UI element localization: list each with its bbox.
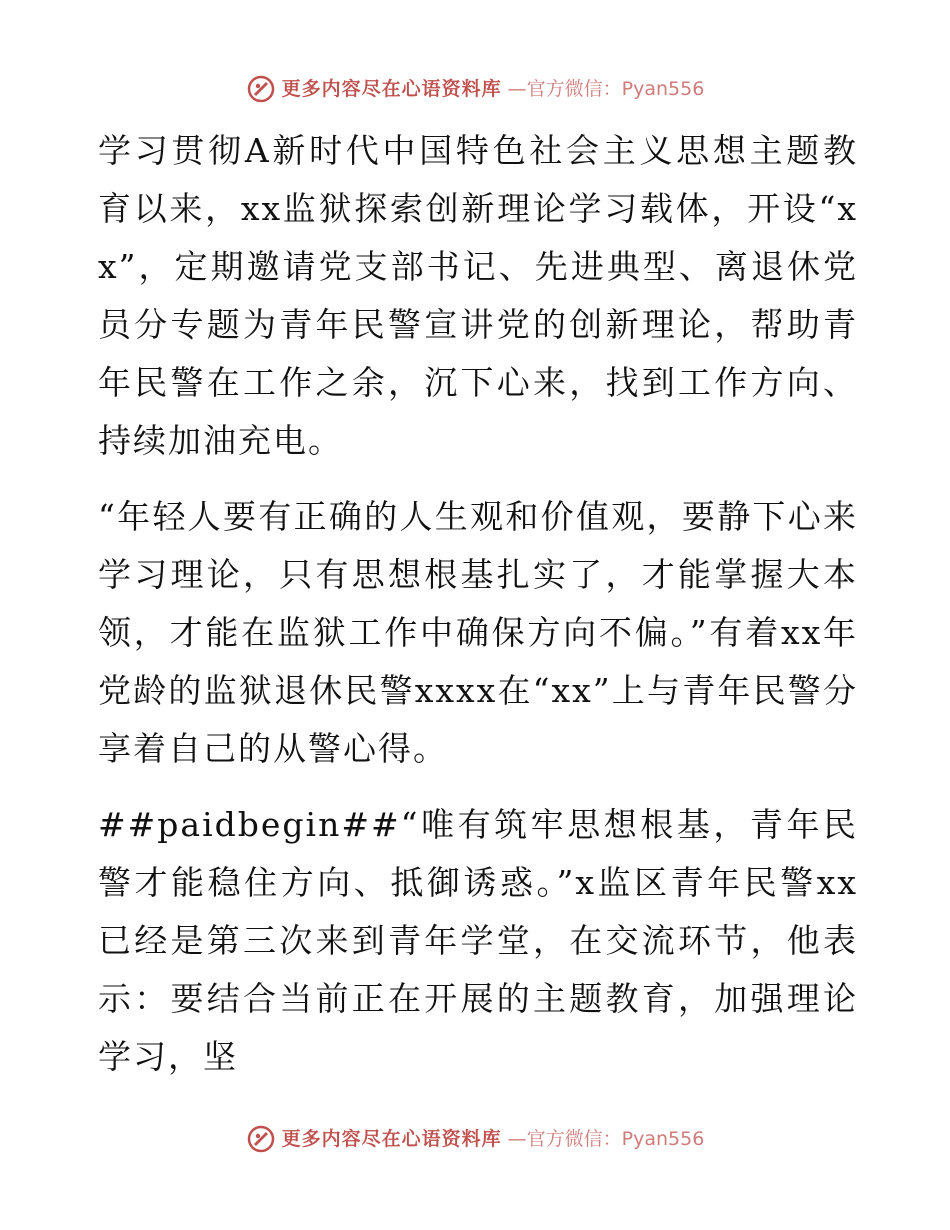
document-body	[98, 122, 858, 1104]
footer-watermark	[0, 1124, 950, 1154]
logo-icon	[246, 74, 276, 104]
watermark-side-text: —官方微信：Pyan556	[507, 78, 705, 100]
watermark-main-text: 更多内容尽在心语资料库	[281, 1128, 502, 1150]
logo-icon	[246, 1124, 276, 1154]
watermark-main-text: 更多内容尽在心语资料库	[281, 78, 502, 100]
header-watermark	[0, 74, 950, 104]
paragraph-1: 学习贯彻A新时代中国特色社会主义思想主题教育以来，xx监狱探索创新理论学习载体，开设“xx”，定期邀请党支部书记、先进典型、离退休党员分专题为青年民警宣讲党的创新理论，帮助青年民警在工作之余，沉下心来，找到工作方向、持续加油充电。	[98, 131, 858, 460]
paragraph-2: “年轻人要有正确的人生观和价值观，要静下心来学习理论，只有思想根基扎实了，才能掌握大本领，才能在监狱工作中确保方向不偏。”有着xx年党龄的监狱退休民警xxxx在“xx”上与青年民警分享着自己的从警心得。	[98, 497, 858, 768]
watermark-side-text: —官方微信：Pyan556	[507, 1128, 705, 1150]
paragraph-3: ##paidbegin##“唯有筑牢思想根基，青年民警才能稳住方向、抵御诱惑。”x监区青年民警xx已经是第三次来到青年学堂，在交流环节，他表示：要结合当前正在开展的主题教育，加强理论学习，坚	[98, 805, 858, 1076]
